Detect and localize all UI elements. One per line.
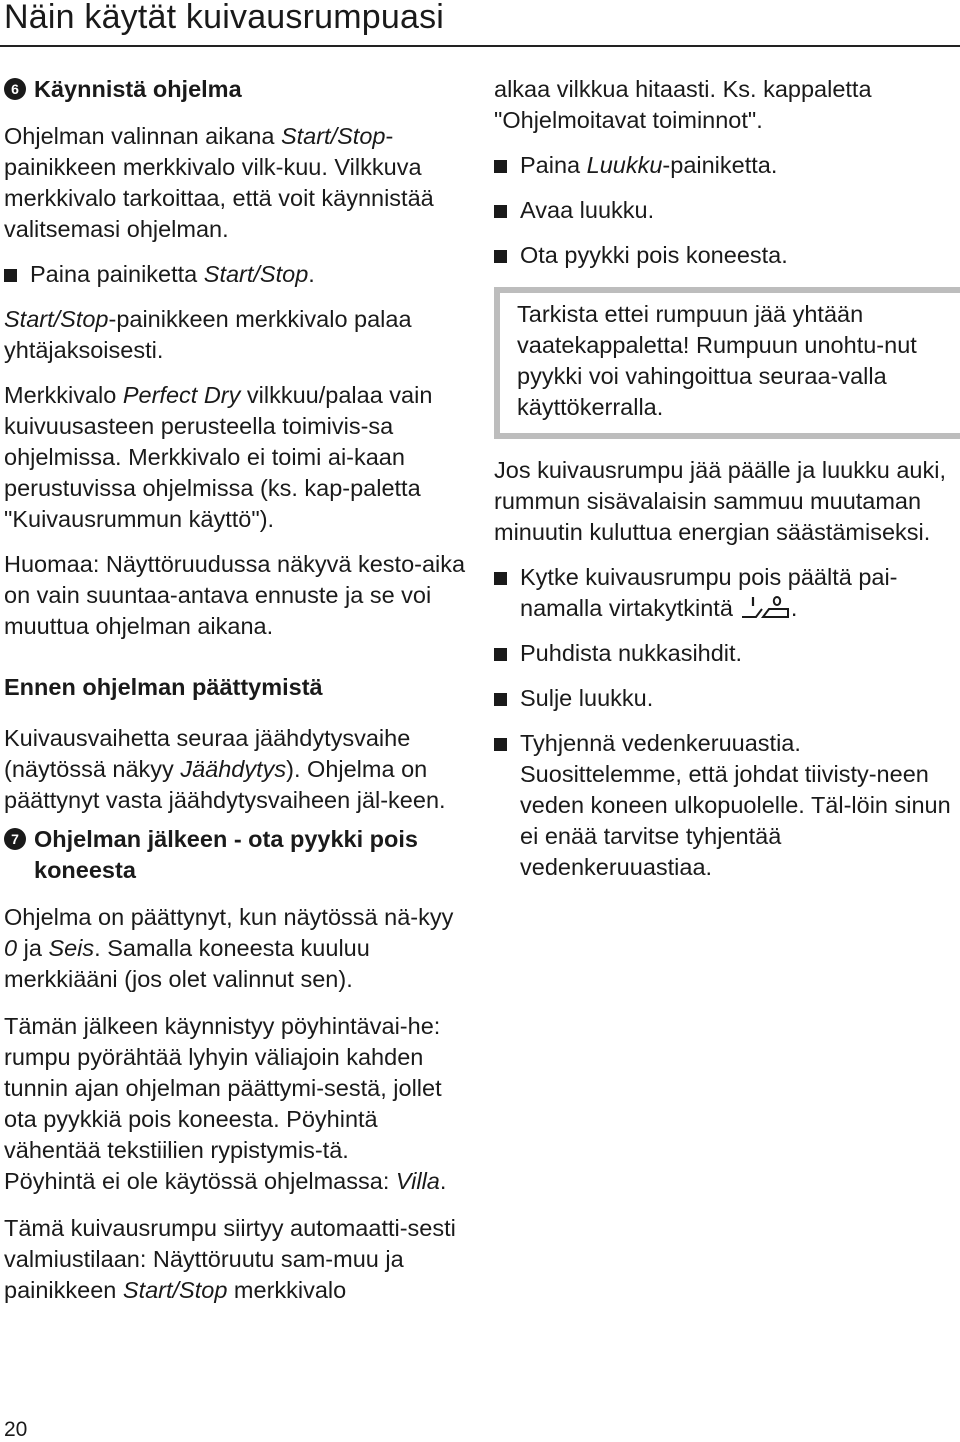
bullet-square-icon: [494, 693, 507, 706]
bullet-square-icon: [494, 205, 507, 218]
bullet-press-door-button: [494, 150, 956, 181]
bullet-square-icon: [4, 269, 17, 282]
paragraph-cooling-phase: Kuivausvaihetta seuraa jäähdytysvaihe (näytössä näkyy Jäähdytys). Ohjelma on päättynyt vasta jäähdytysvaiheen jäl-keen.: [4, 725, 446, 813]
bullet-square-icon: [494, 738, 507, 751]
bullet-remove-laundry: [494, 240, 956, 271]
bullet-text: Paina painiketta Start/Stop.: [30, 261, 315, 287]
bullet-square-icon: [494, 648, 507, 661]
bullet-clean-lint-filters: [494, 638, 956, 669]
paragraph-perfect-dry: Merkkivalo Perfect Dry vilkkuu/palaa vain kuivuusasteen perusteella toimivis-sa ohjelmissa. Merkkivalo ei toimi ai-kaan perustuvissa ohjelmissa (ks. kap-paletta "Kuivausrummun käyttö").: [4, 382, 433, 532]
section-heading-before-end: Ennen ohjelman päättymistä: [4, 674, 323, 700]
step-6-number: 6: [4, 78, 26, 100]
bullet-switch-off: [494, 562, 956, 624]
step-6-heading: [4, 74, 466, 105]
warning-box: [494, 287, 960, 439]
warning-text: Tarkista ettei rumpuun jää yhtään vaatekappaletta! Rumpuun unohtu-nut pyykki voi vahingoittua seuraa-valla käyttökerralla.: [517, 301, 917, 420]
paragraph-anti-crease: Tämän jälkeen käynnistyy pöyhintävai-he: rumpu pyörähtää lyhyin väliajoin kahden tunnin ajan ohjelman päättymi-sestä, jollet ota pyykkiä pois koneesta. Pöyhintä vähentää tekstiilien rypistymis-tä.: [4, 1013, 442, 1163]
paragraph-standby: Tämä kuivausrumpu siirtyy automaatti-sesti valmiustilaan: Näyttöruutu sam-muu ja painikkeen Start/Stop merkkivalo: [4, 1215, 456, 1303]
paragraph-wool-note: Pöyhintä ei ole käytössä ohjelmassa: Villa.: [4, 1168, 447, 1194]
bullet-text: Avaa luukku.: [520, 197, 655, 223]
paragraph-program-ended: Ohjelma on päättynyt, kun näytössä nä-kyy 0 ja Seis. Samalla koneesta kuuluu merkkiääni (jos olet valinnut sen).: [4, 904, 454, 992]
header-rule: [0, 45, 960, 47]
bullet-empty-container: [494, 728, 956, 883]
step-7-number: 7: [4, 828, 26, 850]
bullet-text: Puhdista nukkasihdit.: [520, 640, 743, 666]
bullet-close-door: [494, 683, 956, 714]
bullet-text: Tyhjennä vedenkeruuastia. Suosittelemme, että johdat tiivisty-neen veden koneen ulkopuolelle. Täl-löin sinun ei enää tarvitse tyhjentää vedenkeruuastiaa.: [520, 730, 951, 880]
bullet-text: Kytke kuivausrumpu pois päältä pai-namalla virtakytkintä .: [520, 564, 898, 621]
paragraph-indicator-steady: Start/Stop-painikkeen merkkivalo palaa yhtäjaksoisesti.: [4, 306, 412, 363]
bullet-text: Sulje luukku.: [520, 685, 654, 711]
bullet-open-door: [494, 195, 956, 226]
bullet-text: Paina Luukku-painiketta.: [520, 152, 778, 178]
bullet-square-icon: [494, 572, 507, 585]
bullet-text: Ota pyykki pois koneesta.: [520, 242, 788, 268]
paragraph-blink-slowly: alkaa vilkkua hitaasti. Ks. kappaletta "Ohjelmoitavat toiminnot".: [494, 76, 872, 133]
paragraph-duration-note: Huomaa: Näyttöruudussa näkyvä kesto-aika on vain suuntaa-antava ennuste ja se voi muuttua ohjelman aikana.: [4, 551, 466, 639]
power-switch-icon: [739, 595, 791, 619]
bullet-square-icon: [494, 160, 507, 173]
step-7-heading: [4, 824, 466, 886]
step-7-title: Ohjelman jälkeen - ota pyykki pois koneesta: [34, 826, 418, 883]
paragraph-program-selection: Ohjelman valinnan aikana Start/Stop-painikkeen merkkivalo vilk-kuu. Vilkkuva merkkivalo tarkoittaa, että voit käynnistää valitsemasi ohjelman.: [4, 123, 434, 242]
page-number: 20: [4, 1418, 28, 1441]
bullet-press-start-stop: [4, 259, 466, 290]
step-6-title: Käynnistä ohjelma: [34, 76, 242, 102]
page-title: Näin käytät kuivausrumpuasi: [4, 0, 445, 36]
right-column: [494, 74, 956, 883]
paragraph-interior-light: Jos kuivausrumpu jää päälle ja luukku auki, rummun sisävalaisin sammuu muutaman minuutin kuluttua energian säästämiseksi.: [494, 457, 946, 545]
left-column: [4, 74, 466, 1306]
bullet-square-icon: [494, 250, 507, 263]
